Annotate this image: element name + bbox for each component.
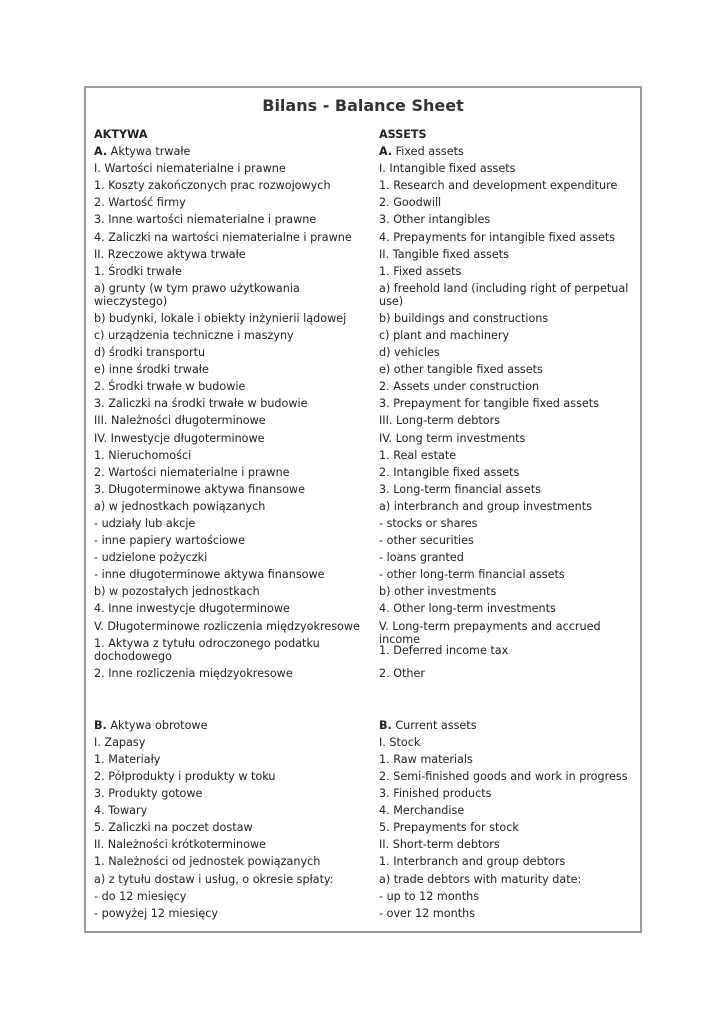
row-text: 1. Środki trwałe [94, 264, 182, 278]
english-label [371, 432, 640, 449]
balance-sheet-table [86, 128, 640, 924]
polish-label [86, 855, 371, 872]
polish-label [86, 585, 371, 602]
row-text: 2. Wartości niematerialne i prawne [94, 465, 290, 479]
table-row [86, 414, 640, 431]
row-text: d) środki transportu [94, 346, 206, 360]
row-text: - powyżej 12 miesięcy [94, 906, 219, 920]
polish-label [86, 213, 371, 230]
row-text: - udziały lub akcje [94, 516, 196, 530]
row-text: I. Wartości niematerialne i prawne [94, 162, 286, 176]
row-text: IV. Inwestycje długoterminowe [94, 431, 265, 445]
english-label [371, 500, 640, 517]
english-label [371, 585, 640, 602]
english-label [371, 667, 640, 684]
row-text: d) vehicles [379, 346, 440, 360]
row-text: b) buildings and constructions [379, 311, 549, 325]
table-row [86, 128, 640, 145]
page-title: Bilans - Balance Sheet [262, 96, 464, 115]
row-text: - over 12 months [379, 906, 476, 920]
row-text: 1. Nieruchomości [94, 448, 192, 462]
english-label [371, 907, 640, 924]
row-text: - up to 12 months [379, 889, 480, 903]
row-text: 2. Other [379, 666, 425, 680]
english-label [371, 619, 640, 646]
table-row [86, 787, 640, 804]
english-label [371, 719, 640, 736]
english-label [371, 483, 640, 500]
row-text: 3. Inne wartości niematerialne i prawne [94, 213, 317, 227]
polish-label [86, 637, 371, 667]
row-text: 3. Zaliczki na środki trwałe w budowie [94, 397, 308, 411]
row-text: 4. Inne inwestycje długoterminowe [94, 602, 290, 616]
table-row [86, 248, 640, 265]
table-row [86, 637, 640, 667]
row-text: c) plant and machinery [379, 328, 510, 342]
balance-sheet-frame [84, 86, 642, 933]
row-text: - inne długoterminowe aktywa finansowe [94, 568, 325, 582]
polish-label [86, 500, 371, 517]
polish-label [86, 568, 371, 585]
row-text: - other long-term financial assets [379, 568, 565, 582]
english-label [371, 346, 640, 363]
row-text: 1. Raw materials [379, 752, 473, 766]
row-text: a) z tytułu dostaw i usług, o okresie spłaty: [94, 872, 334, 886]
table-row [86, 602, 640, 619]
table-row [86, 265, 640, 282]
polish-label [86, 346, 371, 363]
polish-label [86, 414, 371, 431]
polish-label [86, 907, 371, 924]
row-text: 4. Prepayments for intangible fixed assets [379, 230, 616, 244]
polish-label [86, 770, 371, 787]
english-label [371, 466, 640, 483]
english-label [371, 380, 640, 397]
english-label [371, 128, 640, 145]
table-row [86, 449, 640, 466]
row-text: 2. Półprodukty i produkty w toku [94, 770, 276, 783]
row-text: 1. Real estate [379, 448, 457, 462]
english-label [371, 145, 640, 162]
polish-label [86, 838, 371, 855]
english-label [371, 551, 640, 568]
english-label [371, 838, 640, 855]
polish-label [86, 282, 371, 312]
row-text: III. Long-term debtors [379, 414, 500, 428]
table-row [86, 312, 640, 329]
table-row [86, 196, 640, 213]
section-letter: A. [379, 145, 393, 159]
row-text: 4. Merchandise [379, 804, 465, 818]
table-row [86, 162, 640, 179]
row-text: AKTYWA [94, 128, 148, 141]
row-text: II. Short-term debtors [379, 838, 500, 852]
table-row [86, 719, 640, 736]
row-text: I. Stock [379, 735, 421, 749]
row-text: 1. Fixed assets [379, 264, 462, 278]
polish-label [86, 602, 371, 619]
table-row [86, 890, 640, 907]
english-label [371, 753, 640, 770]
english-label [371, 179, 640, 196]
row-text: 2. Semi-finished goods and work in progress [379, 770, 628, 783]
row-text: Current assets [391, 718, 477, 732]
row-text: Aktywa obrotowe [106, 718, 208, 732]
english-label [371, 637, 640, 667]
row-text: IV. Long term investments [379, 431, 526, 445]
english-label [371, 602, 640, 619]
table-row [86, 873, 640, 890]
polish-label [86, 753, 371, 770]
row-text: 1. Interbranch and group debtors [379, 855, 566, 869]
row-text: II. Rzeczowe aktywa trwałe [94, 247, 246, 261]
row-text: 3. Finished products [379, 787, 492, 801]
row-text: 1. Research and development expenditure [379, 179, 618, 193]
english-label [371, 162, 640, 179]
table-row [86, 397, 640, 414]
polish-label [86, 179, 371, 196]
polish-label [86, 551, 371, 568]
english-label [371, 684, 640, 719]
polish-label [86, 312, 371, 329]
row-text: 4. Other long-term investments [379, 602, 556, 616]
table-row [86, 855, 640, 872]
row-text: - stocks or shares [379, 516, 478, 530]
english-label [371, 213, 640, 230]
row-text: I. Zapasy [94, 735, 146, 749]
english-label [371, 873, 640, 890]
table-row [86, 432, 640, 449]
english-label [371, 736, 640, 753]
row-text: II. Należności krótkoterminowe [94, 838, 267, 852]
row-text: 4. Zaliczki na wartości niematerialne i prawne [94, 230, 352, 244]
table-row [86, 804, 640, 821]
row-text: - do 12 miesięcy [94, 889, 187, 903]
row-text: V. Długoterminowe rozliczenia międzyokresowe [94, 619, 360, 633]
english-label [371, 414, 640, 431]
row-text: e) other tangible fixed assets [379, 363, 543, 377]
row-text: a) grunty (w tym prawo użytkowania wieczystego) [94, 281, 300, 308]
table-row [86, 667, 640, 684]
table-row [86, 282, 640, 312]
section-letter: B. [379, 718, 392, 732]
polish-label [86, 804, 371, 821]
table-row [86, 753, 640, 770]
english-label [371, 312, 640, 329]
table-row [86, 838, 640, 855]
table-row [86, 736, 640, 753]
row-text: Fixed assets [392, 145, 464, 159]
table-row [86, 534, 640, 551]
english-label [371, 787, 640, 804]
table-row [86, 585, 640, 602]
polish-label [86, 719, 371, 736]
table-row [86, 213, 640, 230]
english-label [371, 363, 640, 380]
row-text: 5. Zaliczki na poczet dostaw [94, 821, 253, 835]
english-label [371, 282, 640, 312]
english-label [371, 397, 640, 414]
row-text: a) interbranch and group investments [379, 499, 592, 513]
polish-label [86, 466, 371, 483]
row-text: 3. Długoterminowe aktywa finansowe [94, 482, 305, 496]
polish-label [86, 821, 371, 838]
row-text: 3. Prepayment for tangible fixed assets [379, 397, 600, 411]
row-text: 1. Należności od jednostek powiązanych [94, 855, 321, 869]
polish-label [86, 196, 371, 213]
table-row [86, 346, 640, 363]
section-letter: A. [94, 145, 108, 159]
polish-label [86, 483, 371, 500]
english-label [371, 821, 640, 838]
english-label [371, 855, 640, 872]
table-row [86, 329, 640, 346]
row-text: 2. Inne rozliczenia międzyokresowe [94, 666, 293, 680]
row-text: II. Tangible fixed assets [379, 247, 509, 261]
row-text: a) w jednostkach powiązanych [94, 499, 266, 513]
row-text: - udzielone pożyczki [94, 551, 208, 565]
english-label [371, 196, 640, 213]
polish-label [86, 265, 371, 282]
table-row [86, 466, 640, 483]
polish-label [86, 231, 371, 248]
row-text: V. Long-term prepayments and accrued income [379, 619, 601, 646]
polish-label [86, 787, 371, 804]
row-text: a) freehold land (including right of perpetual use) [379, 281, 629, 308]
row-text: III. Należności długoterminowe [94, 414, 266, 428]
table-row [86, 145, 640, 162]
english-label [371, 534, 640, 551]
row-text: b) other investments [379, 585, 497, 599]
table-row [86, 517, 640, 534]
row-text: b) budynki, lokale i obiekty inżynierii lądowej [94, 311, 347, 325]
row-text: 1. Koszty zakończonych prac rozwojowych [94, 179, 331, 193]
row-text: 3. Produkty gotowe [94, 787, 203, 801]
table-row [86, 684, 640, 719]
english-label [371, 265, 640, 282]
row-text: 1. Aktywa z tytułu odroczonego podatku dochodowego [94, 636, 320, 663]
polish-label [86, 145, 371, 162]
row-text: 2. Wartość firmy [94, 196, 186, 210]
table-row [86, 231, 640, 248]
row-text: 5. Prepayments for stock [379, 821, 519, 835]
table-row [86, 619, 640, 646]
table-row [86, 770, 640, 787]
polish-label [86, 736, 371, 753]
table-row [86, 821, 640, 838]
polish-label [86, 534, 371, 551]
polish-label [86, 248, 371, 265]
english-label [371, 770, 640, 787]
row-text: b) w pozostałych jednostkach [94, 585, 260, 599]
polish-label [86, 397, 371, 414]
row-text: 4. Towary [94, 804, 148, 818]
english-label [371, 248, 640, 265]
row-text: 2. Intangible fixed assets [379, 465, 520, 479]
english-label [371, 517, 640, 534]
english-label [371, 449, 640, 466]
english-label [371, 568, 640, 585]
row-text: 1. Materiały [94, 752, 161, 766]
polish-label [86, 329, 371, 346]
row-text: - other securities [379, 534, 474, 548]
polish-label [86, 517, 371, 534]
table-row [86, 483, 640, 500]
polish-label [86, 380, 371, 397]
row-text: 2. Assets under construction [379, 380, 540, 394]
table-row [86, 179, 640, 196]
row-text: ASSETS [379, 128, 427, 141]
section-letter: B. [94, 718, 107, 732]
row-text: Aktywa trwałe [107, 145, 191, 159]
table-row [86, 363, 640, 380]
row-text: 2. Środki trwałe w budowie [94, 380, 246, 394]
polish-label [86, 162, 371, 179]
row-text: a) trade debtors with maturity date: [379, 872, 582, 886]
english-label [371, 804, 640, 821]
english-label [371, 890, 640, 907]
row-text: - loans granted [379, 551, 464, 565]
table-row [86, 907, 640, 924]
polish-label [86, 620, 371, 637]
row-text: 1. Deferred income tax [379, 643, 509, 657]
polish-label [86, 449, 371, 466]
row-text: 2. Goodwill [379, 196, 442, 210]
row-text: c) urządzenia techniczne i maszyny [94, 328, 294, 342]
polish-label [86, 363, 371, 380]
polish-label [86, 432, 371, 449]
polish-label [86, 684, 371, 719]
polish-label [86, 890, 371, 907]
english-label [371, 231, 640, 248]
row-text: e) inne środki trwałe [94, 363, 209, 377]
table-row [86, 568, 640, 585]
polish-label [86, 667, 371, 684]
table-row [86, 500, 640, 517]
row-text: - inne papiery wartościowe [94, 534, 245, 548]
row-text: 3. Long-term financial assets [379, 482, 541, 496]
english-label [371, 329, 640, 346]
row-text: I. Intangible fixed assets [379, 162, 516, 176]
polish-label [86, 128, 371, 145]
table-row [86, 380, 640, 397]
polish-label [86, 873, 371, 890]
table-row [86, 551, 640, 568]
row-text: 3. Other intangibles [379, 213, 491, 227]
